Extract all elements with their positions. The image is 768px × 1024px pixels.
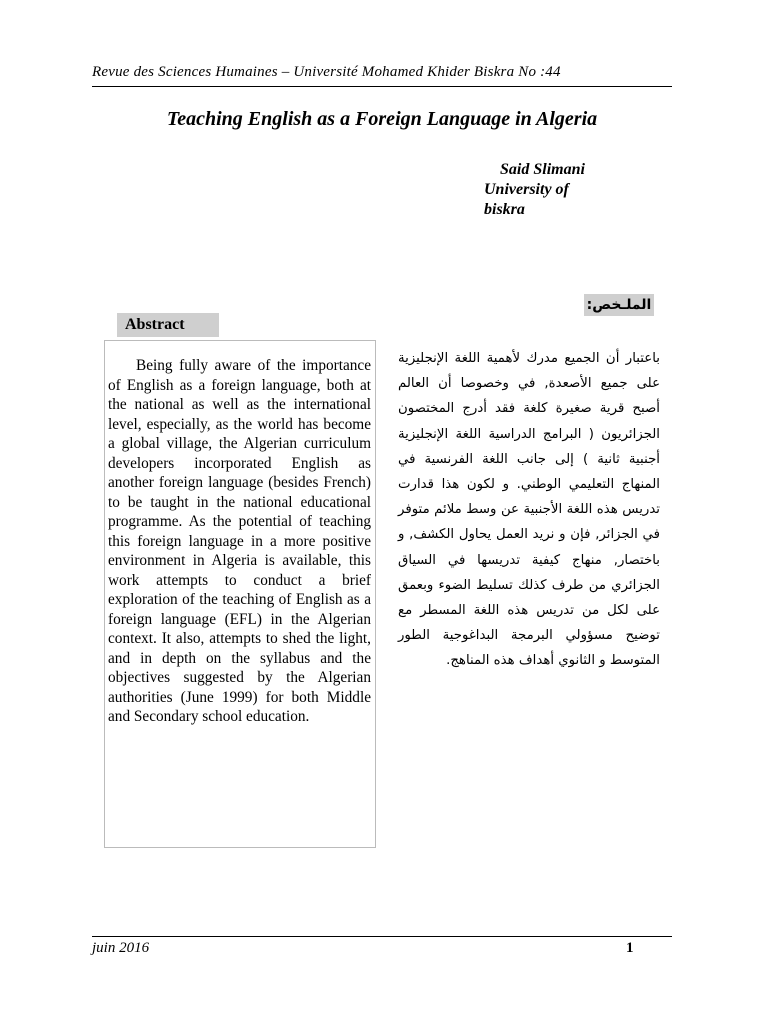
author-block xyxy=(484,160,634,220)
page-number: 1 xyxy=(626,940,634,956)
arabic-abstract-text: باعتبار أن الجميع مدرك لأهمية اللغة الإنجليزية على جميع الأصعدة, في وخصوصا أن العالم أصبح قرية صغيرة كلغة فقد أدرج المختصون الجزائريون ( البرامج الدراسية اللغة الإنجليزية أجنبية ثانية ) إلى جانب اللغة الفرنسية في المنهاج التعليمي الوطني. و لكون هذا قدارت تدريس هذه اللغة الأجنبية عن وسط ملائم متوفر في الجزائر, فإن و نريد العمل يحاول الكشف, و باختصار, منهاج كيفية تدريسها في السياق الجزائري من طرف كذلك تسليط الضوء وبعمق على لكل من تدريس هذه اللغة المسطر مع توضيح مسؤولي البرمجة البداغوجية الطور المتوسط و الثانوي أهداف هذه المناهج. xyxy=(398,351,660,669)
arabic-abstract-heading: الملـخص: xyxy=(584,294,654,316)
author-name: Said Slimani xyxy=(500,161,585,178)
footer-date: juin 2016 xyxy=(92,940,150,956)
footer-divider xyxy=(92,936,672,937)
header-divider xyxy=(92,86,672,87)
journal-header: Revue des Sciences Humaines – Université Mohamed Khider Biskra No :44 xyxy=(92,64,561,80)
abstract-text: Being fully aware of the importance of English as a foreign language, both at the national as well as the international level, especially, as the world has become a global village, the Algerian curriculum developers incorporated English as another foreign language (besides French) to be taught in the national educational programme. As the potential of teaching this foreign language in a more positive environment in Algeria is available, this work attempts to conduct a brief exploration of the teaching of English as a foreign language (EFL) in the Algerian context. It also, attempts to shed the light, and in depth on the syllabus and the objectives suggested by the Algerian authorities (June 1999) for both Middle and Secondary school education. xyxy=(108,357,371,725)
author-affiliation-line1: University of xyxy=(484,181,569,198)
article-title: Teaching English as a Foreign Language in Algeria xyxy=(166,108,598,130)
abstract-heading: Abstract xyxy=(117,313,219,337)
author-affiliation-line2: biskra xyxy=(484,201,525,218)
